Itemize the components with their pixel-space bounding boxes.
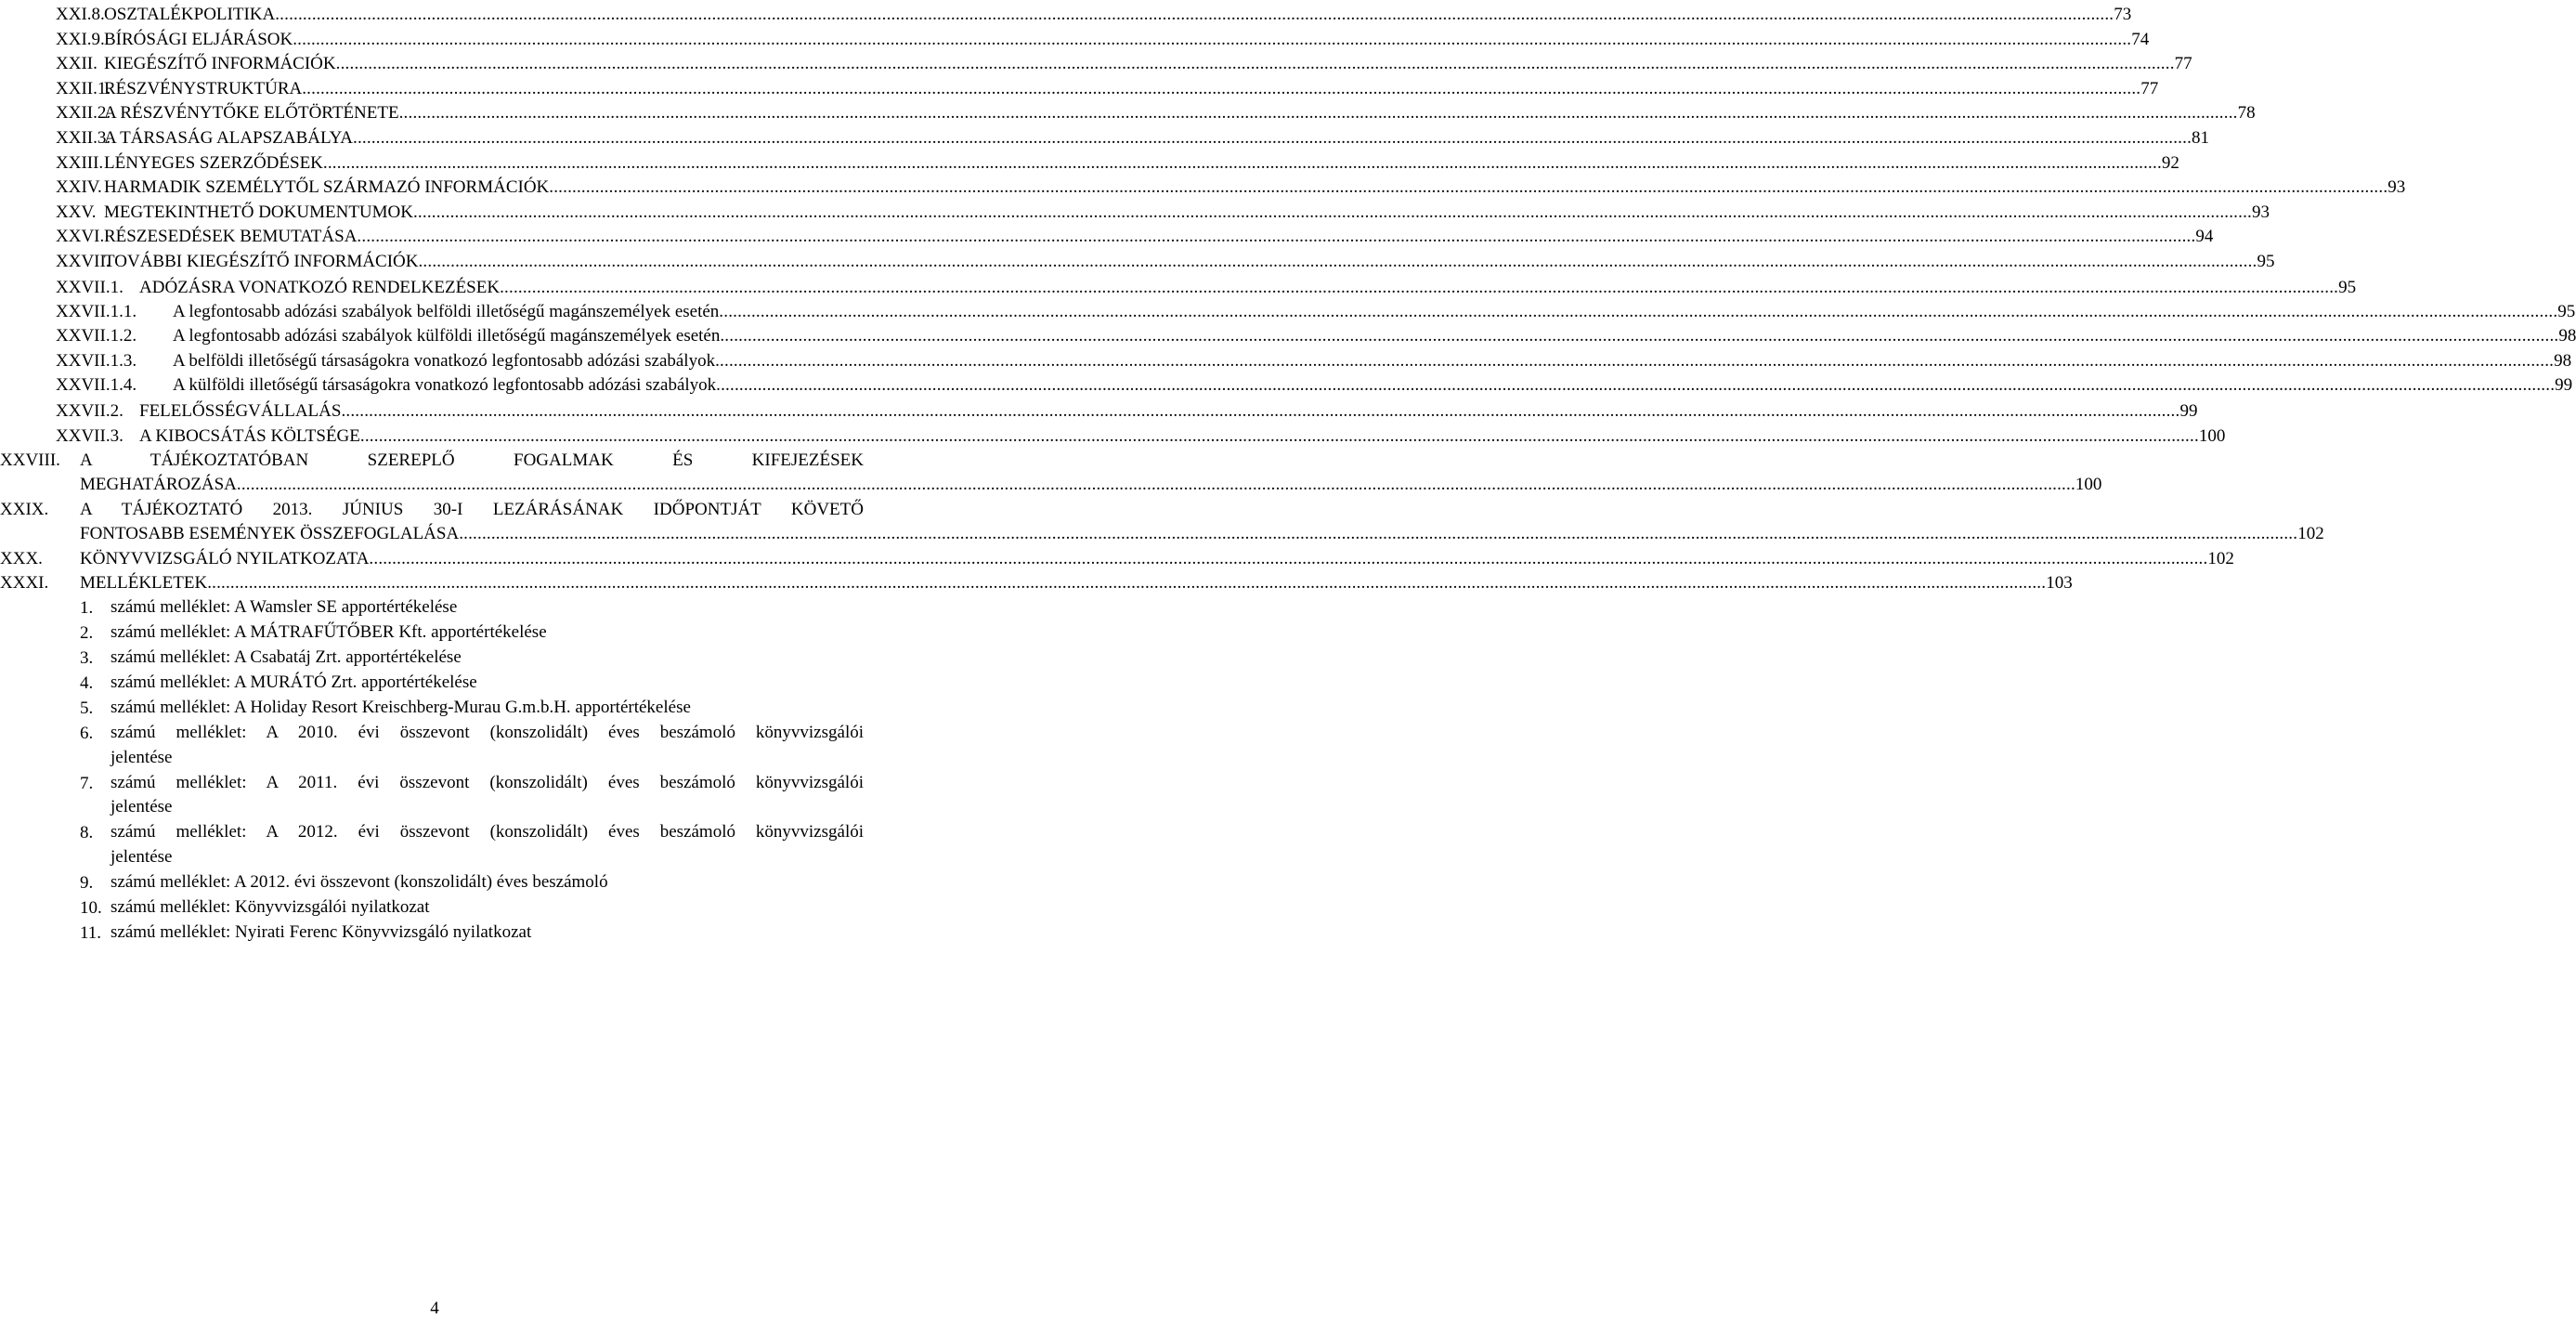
toc-entry-title: A külföldi illetőségű társaságokra vonatkozó legfontosabb adózási szabályok <box>173 375 717 396</box>
toc-entry[interactable] <box>0 324 2576 349</box>
toc-entry-number: XXII. <box>56 54 98 74</box>
toc-entry-page: 81 <box>2192 127 2210 148</box>
toc-entry-page: 95 <box>2257 251 2275 271</box>
annex-item[interactable] <box>0 671 891 696</box>
toc-entry[interactable] <box>0 201 2270 226</box>
annex-title: számú melléklet: A Csabatáj Zrt. apportértékelése <box>111 647 462 667</box>
dot-leader: ................................................................................................................................................................................................................................................................................................................................................................................................................ <box>275 5 2114 24</box>
toc-entry-page: 95 <box>2338 277 2357 297</box>
toc-entry-number: XXII.3. <box>56 127 111 148</box>
annex-title: számú melléklet: Nyirati Ferenc Könyvvizsgáló nyilatkozat <box>111 921 532 942</box>
toc-entry-number: XXVII.1. <box>56 277 124 297</box>
toc-entry-number: XXIV. <box>56 177 102 198</box>
toc-entry-page: 94 <box>2195 227 2214 247</box>
toc-entry-number: XXIX. <box>0 499 49 519</box>
annex-title: számú melléklet: A 2011. évi összevont (konszolidált) éves beszámoló könyvvizsgálói <box>111 772 864 792</box>
annex-number: 10. <box>80 897 102 918</box>
toc-entry-number: XXV. <box>56 202 97 222</box>
dot-leader: ................................................................................................................................................................................................................................................................................................................................................................................................................ <box>207 573 2047 594</box>
toc-entry[interactable] <box>0 101 2256 126</box>
dot-leader: ................................................................................................................................................................................................................................................................................................................................................................................................................ <box>412 202 2252 222</box>
toc-entry-page: 98 <box>2554 350 2572 371</box>
toc-entry-number: XXVI. <box>56 227 105 247</box>
toc-entry-page: 95 <box>2557 301 2576 321</box>
annex-item[interactable] <box>0 595 891 620</box>
dot-leader: ................................................................................................................................................................................................................................................................................................................................................................................................................ <box>357 227 2196 247</box>
toc-entry-number: XXVII.1.3. <box>56 350 137 371</box>
annex-number: 7. <box>80 773 94 793</box>
toc-entry[interactable] <box>0 373 2573 398</box>
toc-entry-page: 103 <box>2046 573 2073 594</box>
toc-entry-page: 77 <box>2174 54 2192 74</box>
toc-entry-title: TOVÁBBI KIEGÉSZÍTŐ INFORMÁCIÓK <box>104 251 419 271</box>
toc-entry[interactable] <box>0 225 2214 250</box>
annex-title: számú melléklet: A Wamsler SE apportértékelése <box>111 597 458 617</box>
annex-item[interactable] <box>0 771 891 821</box>
toc-entry[interactable] <box>0 349 2572 374</box>
toc-entry-title: BÍRÓSÁGI ELJÁRÁSOK <box>104 29 293 49</box>
annex-title: jelentése <box>111 797 173 816</box>
toc-entry-page: 100 <box>2198 425 2226 446</box>
dot-leader: ................................................................................................................................................................................................................................................................................................................................................................................................................ <box>335 54 2175 74</box>
toc-entry[interactable] <box>0 52 2192 77</box>
toc-entry-title: ADÓZÁSRA VONATKOZÓ RENDELKEZÉSEK <box>139 277 501 297</box>
toc-entry-number: XXVII.2. <box>56 400 124 421</box>
toc-entry[interactable] <box>0 547 2234 572</box>
dot-leader: ................................................................................................................................................................................................................................................................................................................................................................................................................ <box>369 548 2208 568</box>
toc-entry-title: KIEGÉSZÍTŐ INFORMÁCIÓK <box>104 54 336 74</box>
toc-entry-number: XXVII.1.4. <box>56 375 137 396</box>
annex-number: 4. <box>80 673 94 693</box>
dot-leader: ................................................................................................................................................................................................................................................................................................................................................................................................................ <box>719 301 2558 321</box>
dot-leader: ................................................................................................................................................................................................................................................................................................................................................................................................................ <box>500 277 2339 297</box>
annex-title: jelentése <box>111 846 173 867</box>
toc-entry[interactable] <box>0 28 2150 53</box>
toc-entry-number: XXI.9. <box>56 29 105 49</box>
toc-entry-number: XXII.2. <box>56 103 111 124</box>
toc-entry-number: XXI.8. <box>56 5 105 24</box>
annex-number: 9. <box>80 872 94 893</box>
toc-entry-page: 93 <box>2251 202 2270 222</box>
toc-entry-title: A TÁRSASÁG ALAPSZABÁLYA <box>104 127 354 148</box>
annex-number: 8. <box>80 823 94 842</box>
toc-entry-title: A belföldi illetőségű társaságokra vonatkozó legfontosabb adózási szabályok <box>173 350 716 371</box>
annex-title: számú melléklet: A 2010. évi összevont (konszolidált) éves beszámoló könyvvizsgálói <box>111 723 864 742</box>
toc-entry-title: HARMADIK SZEMÉLYTŐL SZÁRMAZÓ INFORMÁCIÓK <box>104 177 550 198</box>
toc-entry-page: 99 <box>2555 375 2573 396</box>
toc-entry-page: 93 <box>2387 177 2406 198</box>
toc-entry-number: XXXI. <box>0 573 49 594</box>
dot-leader: ................................................................................................................................................................................................................................................................................................................................................................................................................ <box>720 326 2559 346</box>
toc-entry[interactable] <box>0 275 2357 300</box>
toc-entry-page: 78 <box>2237 103 2256 124</box>
toc-entry-number: XXIII. <box>56 152 104 173</box>
annex-title: számú melléklet: A 2012. évi összevont (konszolidált) éves beszámoló könyvvizsgálói <box>111 822 864 842</box>
annex-number: 11. <box>80 922 102 943</box>
toc-entry[interactable] <box>0 77 2159 102</box>
annex-item[interactable] <box>0 820 891 870</box>
toc-entry-title: A TÁJÉKOZTATÓBAN SZEREPLŐ FOGALMAK ÉS KIFEJEZÉSEK <box>80 450 864 470</box>
toc-entry-page: 73 <box>2114 5 2132 24</box>
toc-entry-title: RÉSZVÉNYSTRUKTÚRA <box>104 78 303 98</box>
dot-leader: ................................................................................................................................................................................................................................................................................................................................................................................................................ <box>549 177 2388 198</box>
annex-title: számú melléklet: A 2012. évi összevont (konszolidált) éves beszámoló <box>111 871 608 892</box>
toc-entry-number: XXVII. <box>56 251 111 271</box>
toc-entry[interactable] <box>0 3 2132 28</box>
annex-title: számú melléklet: Könyvvizsgálói nyilatkozat <box>111 896 430 917</box>
annex-title: számú melléklet: A Holiday Resort Kreischberg-Murau G.m.b.H. apportértékelése <box>111 698 691 717</box>
toc-entry[interactable] <box>0 300 2576 325</box>
dot-leader: ................................................................................................................................................................................................................................................................................................................................................................................................................ <box>236 475 2075 495</box>
annex-item[interactable] <box>0 620 891 646</box>
dot-leader: ................................................................................................................................................................................................................................................................................................................................................................................................................ <box>359 425 2199 446</box>
annex-item[interactable] <box>0 895 891 921</box>
dot-leader: ................................................................................................................................................................................................................................................................................................................................................................................................................ <box>716 375 2556 396</box>
annex-number: 1. <box>80 598 94 618</box>
toc-entry-page: 92 <box>2161 152 2179 173</box>
annex-title: jelentése <box>111 747 173 767</box>
annex-title: számú melléklet: A MURÁTÓ Zrt. apportértékelése <box>111 673 477 692</box>
table-of-contents <box>0 3 2576 596</box>
toc-entry-number: XXX. <box>0 548 43 568</box>
toc-entry-page: 77 <box>2140 78 2159 98</box>
dot-leader: ................................................................................................................................................................................................................................................................................................................................................................................................................ <box>302 78 2141 98</box>
dot-leader: ................................................................................................................................................................................................................................................................................................................................................................................................................ <box>398 103 2238 124</box>
toc-entry-title-continued: FONTOSABB ESEMÉNYEK ÖSSZEFOGLALÁSA <box>80 524 460 544</box>
toc-entry-title: RÉSZESEDÉSEK BEMUTATÁSA <box>104 227 358 247</box>
dot-leader: ................................................................................................................................................................................................................................................................................................................................................................................................................ <box>418 251 2257 271</box>
toc-entry-title-continued: MEGHATÁROZÁSA <box>80 475 237 495</box>
toc-entry-number: XXVII.3. <box>56 425 124 446</box>
toc-entry-title: A legfontosabb adózási szabályok belföldi illetőségű magánszemélyek esetén <box>173 301 720 321</box>
toc-entry-page: 99 <box>2179 400 2198 421</box>
dot-leader: ................................................................................................................................................................................................................................................................................................................................................................................................................ <box>353 127 2192 148</box>
toc-entry-title: A legfontosabb adózási szabályok külföldi illetőségű magánszemélyek esetén <box>173 326 721 346</box>
toc-entry[interactable] <box>0 449 2102 498</box>
annex-title: számú melléklet: A MÁTRAFŰTŐBER Kft. apportértékelése <box>111 622 547 642</box>
toc-entry-title: A TÁJÉKOZTATÓ 2013. JÚNIUS 30-I LEZÁRÁSÁNAK IDŐPONTJÁT KÖVETŐ <box>80 499 864 519</box>
toc-entry-title: LÉNYEGES SZERZŐDÉSEK <box>104 152 323 173</box>
toc-entry-page: 102 <box>2297 524 2324 544</box>
toc-entry-page: 100 <box>2075 475 2102 495</box>
dot-leader: ................................................................................................................................................................................................................................................................................................................................................................................................................ <box>293 29 2132 49</box>
annex-number: 3. <box>80 648 94 668</box>
toc-entry[interactable] <box>0 176 2406 201</box>
toc-entry-title: A RÉSZVÉNYTŐKE ELŐTÖRTÉNETE <box>104 103 399 124</box>
annex-number: 5. <box>80 699 94 718</box>
toc-entry-number: XXVII.1.1. <box>56 301 137 321</box>
toc-entry[interactable] <box>0 398 2198 424</box>
annex-number: 6. <box>80 724 94 743</box>
toc-entry[interactable] <box>0 498 2324 547</box>
toc-entry-number: XXVIII. <box>0 450 60 470</box>
toc-entry-title: OSZTALÉKPOLITIKA <box>104 5 276 24</box>
dot-leader: ................................................................................................................................................................................................................................................................................................................................................................................................................ <box>459 524 2298 544</box>
page-number: 4 <box>430 1299 439 1318</box>
toc-entry-title: KÖNYVVIZSGÁLÓ NYILATKOZATA <box>80 548 370 568</box>
toc-entry[interactable] <box>0 424 2226 449</box>
toc-entry-number: XXVII.1.2. <box>56 326 137 346</box>
toc-entry[interactable] <box>0 250 2275 275</box>
toc-entry-number: XXII.1. <box>56 78 111 98</box>
dot-leader: ................................................................................................................................................................................................................................................................................................................................................................................................................ <box>715 350 2555 371</box>
annex-item[interactable] <box>0 646 891 671</box>
dot-leader: ................................................................................................................................................................................................................................................................................................................................................................................................................ <box>322 152 2162 173</box>
annex-item[interactable] <box>0 870 891 895</box>
toc-entry-page: 102 <box>2207 548 2234 568</box>
toc-entry-title: A KIBOCSÁTÁS KÖLTSÉGE <box>139 425 360 446</box>
toc-entry[interactable] <box>0 571 2073 596</box>
toc-entry-title: MELLÉKLETEK <box>80 573 208 594</box>
toc-entry-title: FELELŐSSÉGVÁLLALÁS <box>139 400 342 421</box>
annex-item[interactable] <box>0 696 891 721</box>
toc-entry-page: 98 <box>2558 326 2576 346</box>
annex-number: 2. <box>80 623 94 643</box>
annex-item[interactable] <box>0 921 891 946</box>
toc-entry[interactable] <box>0 151 2179 176</box>
annex-list <box>0 595 891 946</box>
annex-item[interactable] <box>0 721 891 771</box>
dot-leader: ................................................................................................................................................................................................................................................................................................................................................................................................................ <box>341 400 2180 421</box>
toc-entry[interactable] <box>0 126 2210 151</box>
toc-entry-title: MEGTEKINTHETŐ DOKUMENTUMOK <box>104 202 413 222</box>
toc-entry-page: 74 <box>2131 29 2150 49</box>
